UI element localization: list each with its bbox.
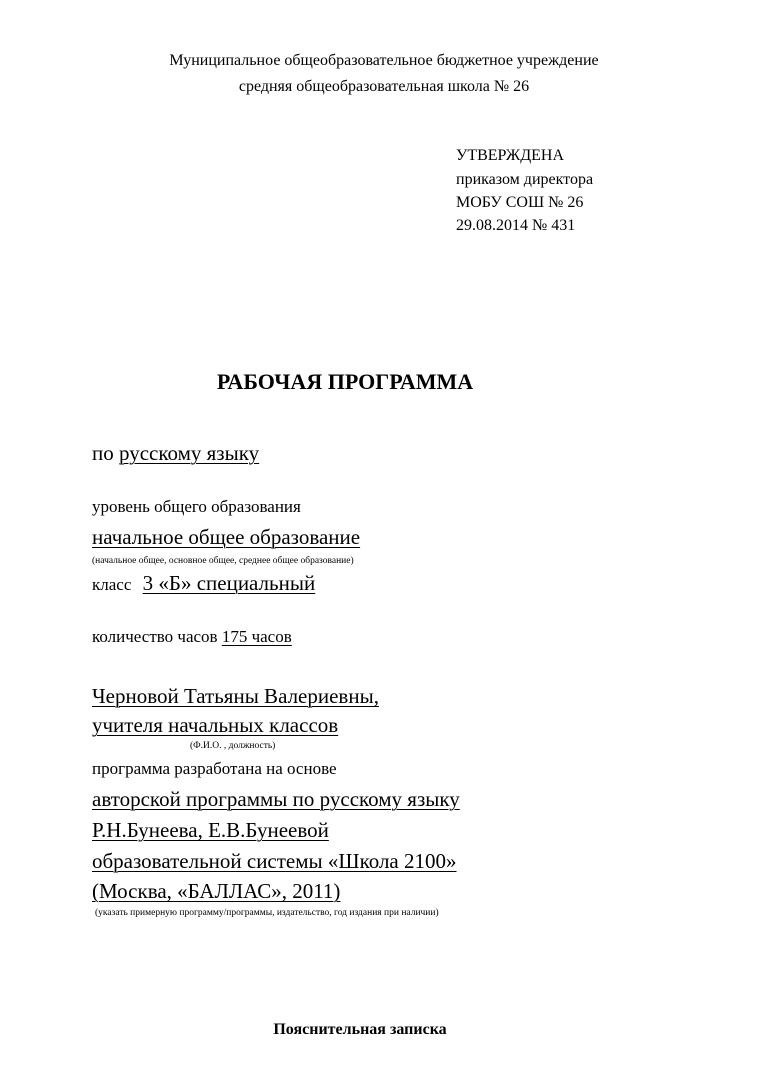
hours-label: количество часов <box>92 627 218 646</box>
subject-line <box>92 443 259 464</box>
author-hint: (Ф.И.О. , должность) <box>190 741 276 751</box>
approval-status: УТВЕРЖДЕНА <box>456 147 565 164</box>
approval-authority: приказом директора <box>456 171 594 188</box>
author-position: учителя начальных классов <box>92 713 339 737</box>
hours-line <box>92 628 292 645</box>
class-label: класс <box>92 575 132 594</box>
document-title: РАБОЧАЯ ПРОГРАММА <box>216 369 474 394</box>
level-value: начальное общее образование <box>92 525 361 549</box>
hours-value: 175 часов <box>221 627 292 646</box>
school-name-line2: средняя общеобразовательная школа № 26 <box>238 78 530 95</box>
section-subtitle: Пояснительная записка <box>273 1021 447 1038</box>
basis-line4: (Москва, «БАЛЛАС», 2011) <box>92 879 341 903</box>
basis-line3: образовательной системы «Школа 2100» <box>92 849 457 873</box>
subject-value: русскому языку <box>119 441 260 465</box>
level-hint: (начальное общее, основное общее, среднее общее образование) <box>92 556 354 566</box>
basis-line1: авторской программы по русскому языку <box>92 787 460 811</box>
basis-label: программа разработана на основе <box>92 759 337 778</box>
class-value: 3 «Б» специальный <box>142 571 316 595</box>
level-label: уровень общего образования <box>92 497 301 516</box>
school-name-line1: Муниципальное общеобразовательное бюджетное учреждение <box>169 52 599 69</box>
approval-order: 29.08.2014 № 431 <box>456 217 576 234</box>
class-line <box>92 573 315 594</box>
author-name: Черновой Татьяны Валериевны, <box>92 684 379 708</box>
basis-line2: Р.Н.Бунеева, Е.В.Бунеевой <box>92 818 329 842</box>
approval-school: МОБУ СОШ № 26 <box>456 194 584 211</box>
subject-prefix: по <box>92 441 114 465</box>
basis-hint: (указать примерную программу/программы, издательство, год издания при наличии) <box>95 908 439 918</box>
